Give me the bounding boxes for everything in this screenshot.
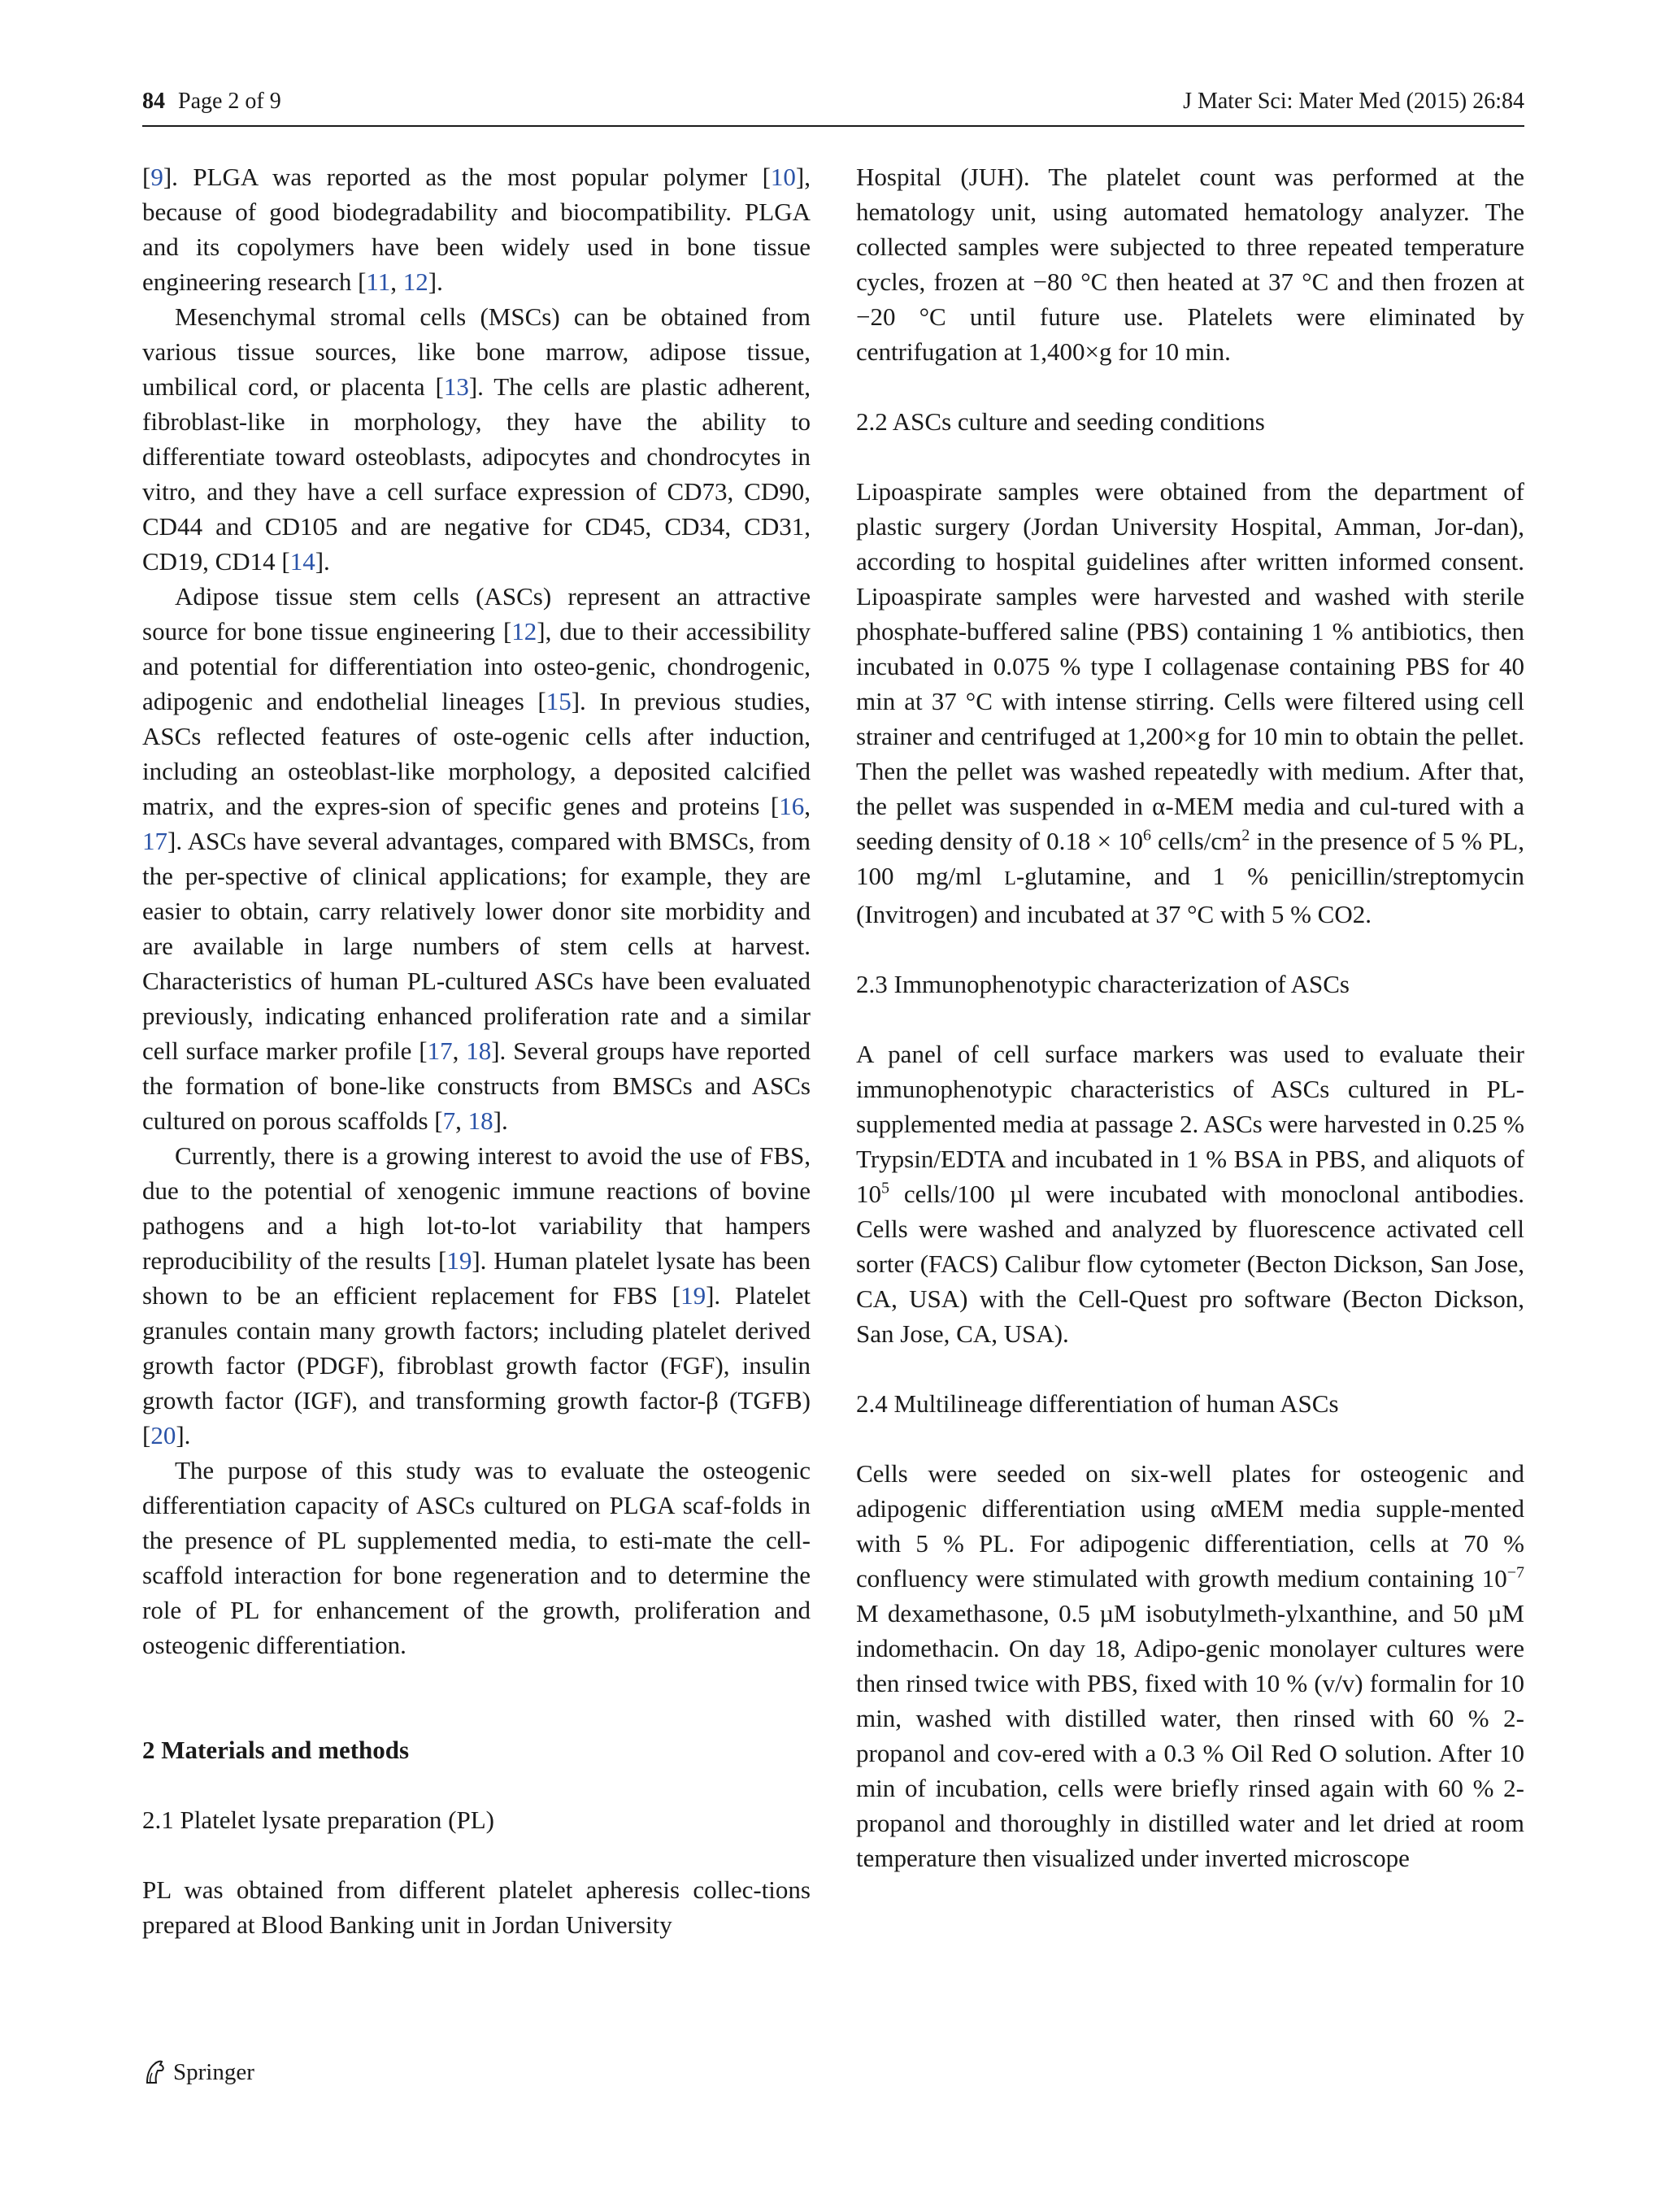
citation-link[interactable]: 18 (467, 1106, 493, 1135)
citation-link[interactable]: 19 (680, 1281, 706, 1310)
citation-link[interactable]: 17 (427, 1036, 453, 1065)
paragraph: Mesenchymal stromal cells (MSCs) can be obtained from various tissue sources, like bone marrow, adipose tissue, umbilical cord, or placenta [13]. The cells are plastic adherent, fibroblast-like in morphology, they have the ability to differentiate toward osteoblasts, adipocytes and chondrocytes in vitro, and they have a cell surface expression of CD73, CD90, CD44 and CD105 and are negative for CD45, CD34, CD31, CD19, CD14 [14]. (142, 302, 811, 576)
left-column (142, 159, 811, 1942)
paragraph: PL was obtained from different platelet apheresis collec-tions prepared at Blood Banking unit in Jordan University (142, 1875, 811, 1939)
citation-link[interactable]: 12 (402, 267, 428, 296)
citation-link[interactable]: 16 (779, 792, 805, 820)
citation-link[interactable]: 18 (466, 1036, 492, 1065)
page-of: Page 2 of 9 (178, 89, 281, 114)
citation-link[interactable]: 20 (150, 1421, 176, 1449)
subsection-heading: 2.2 ASCs culture and seeding conditions (856, 407, 1265, 436)
citation-link[interactable]: 17 (142, 827, 167, 855)
paragraph: A panel of cell surface markers was used to evaluate their immunophenotypic characteristics of ASCs cultured in PL-supplemented media at passage 2. ASCs were harvested in 0.25 % Trypsin/EDTA and incubated in 1 % BSA in PBS, and aliquots of $10^5$ cells/100 µl were incubated with monoclonal antibodies. Cells were washed and analyzed by fluorescence activated cell sorter (FACS) Calibur flow cytometer (Becton Dickson, San Jose, CA, USA) with the Cell-Quest pro software (Becton Dickson, San Jose, CA, USA). (856, 1040, 1524, 1348)
header-rule (142, 125, 1524, 127)
paragraph: Hospital (JUH). The platelet count was performed at the hematology unit, using automated hematology analyzer. The collected samples were subjected to three repeated temperature cycles, frozen at −80 °C then heated at 37 °C and then frozen at −20 °C until future use. Platelets were eliminated by centrifugation at 1,400×g for 10 min. (856, 163, 1524, 366)
paragraph: Adipose tissue stem cells (ASCs) represent an attractive source for bone tissue engineering [12], due to their accessibility and potential for differentiation into osteo-genic, chondrogenic, adipogenic and endothelial lineages [15]. In previous studies, ASCs reflected features of oste-ogenic cells after induction, including an osteoblast-like morphology, a deposited calcified matrix, and the expres-sion of specific genes and proteins [16, 17]. ASCs have several advantages, compared with BMSCs, from the per-spective of clinical applications; for example, they are easier to obtain, carry relatively lower donor site morbidity and are available in large numbers of stem cells at harvest. Characteristics of human PL-cultured ASCs have been evaluated previously, indicating enhanced proliferation rate and a similar cell surface marker profile [17, 18]. Several groups have reported the formation of bone-like constructs from BMSCs and ASCs cultured on porous scaffolds [7, 18]. (142, 582, 811, 1135)
citation-link[interactable]: 11 (366, 267, 391, 296)
paragraph: Cells were seeded on six-well plates for osteogenic and adipogenic differentiation using αMEM media supple-mented with 5 % PL. For adipogenic differentiation, cells at 70 % confluency were stimulated with growth medium containing $10^{-7}$ M dexamethasone, 0.5 µM isobutylmeth-ylxanthine, and 50 µM indomethacin. On day 18, Adipo-genic monolayer cultures were then rinsed twice with PBS, fixed with 10 % (v/v) formalin for 10 min, washed with distilled water, then rinsed with 60 % 2-propanol and cov-ered with a 0.3 % Oil Red O solution. After 10 min of incubation, cells were briefly rinsed again with 60 % 2-propanol and thoroughly in distilled water and let dried at room temperature then visualized under inverted microscope (856, 1459, 1524, 1872)
citation-link[interactable]: 15 (546, 687, 572, 715)
subsection-heading: 2.3 Immunophenotypic characterization of ASCs (856, 970, 1350, 998)
citation-link[interactable]: 12 (511, 617, 537, 645)
subsection-heading: 2.4 Multilineage differentiation of human ASCs (856, 1389, 1339, 1418)
citation-link[interactable]: 19 (446, 1246, 472, 1275)
paragraph: Lipoaspirate samples were obtained from the department of plastic surgery (Jordan University Hospital, Amman, Jor-dan), according to hospital guidelines after written informed consent. Lipoaspirate samples were harvested and washed with sterile phosphate-buffered saline (PBS) containing 1 % antibiotics, then incubated in 0.075 % type I collagenase containing PBS for 40 min at 37 °C with intense stirring. Cells were filtered using cell strainer and centrifuged at 1,200×g for 10 min to obtain the pellet. Then the pellet was washed repeatedly with medium. After that, the pellet was suspended in α-MEM media and cul-tured with a seeding density of $0.18 \times 10^6$ cells/$cm^2$ in the presence of 5 % PL, 100 mg/ml L-glutamine, and 1 % penicillin/streptomycin (Invitrogen) and incubated at 37 °C with 5 % CO2. (856, 477, 1524, 928)
header-left (142, 88, 281, 115)
page-number: 84 (142, 89, 165, 114)
paragraph: The purpose of this study was to evaluate the osteogenic differentiation capacity of ASCs cultured on PLGA scaf-folds in the presence of PL supplemented media, to esti-mate the cell-scaffold interaction for bone regeneration and to determine the role of PL for enhancement of the growth, proliferation and osteogenic differentiation. (142, 1456, 811, 1659)
citation-link[interactable]: 13 (443, 372, 469, 401)
paragraph: [9]. PLGA was reported as the most popular polymer [10], because of good biodegradability and biocompatibility. PLGA and its copolymers have been widely used in bone tissue engineering research [11, 12]. (142, 163, 811, 296)
citation-link[interactable]: 9 (150, 163, 163, 191)
right-column (856, 159, 1524, 1875)
section-heading: 2 Materials and methods (142, 1736, 410, 1764)
running-header (142, 88, 1524, 115)
subsection-heading: 2.1 Platelet lysate preparation (PL) (142, 1806, 495, 1834)
citation-link[interactable]: 14 (289, 547, 315, 576)
citation-link[interactable]: 10 (770, 163, 796, 191)
publisher-name: Springer (173, 2058, 254, 2085)
springer-horse-icon (142, 2058, 167, 2086)
footer (142, 2058, 254, 2086)
paragraph: Currently, there is a growing interest to avoid the use of FBS, due to the potential of xenogenic immune reactions of bovine pathogens and a high lot-to-lot variability that hampers reproducibility of the results [19]. Human platelet lysate has been shown to be an efficient replacement for FBS [19]. Platelet granules contain many growth factors; including platelet derived growth factor (PDGF), fibroblast growth factor (FGF), insulin growth factor (IGF), and transforming growth factor-β (TGFB) [20]. (142, 1141, 811, 1449)
journal-citation: J Mater Sci: Mater Med (2015) 26:84 (1183, 89, 1524, 114)
citation-link[interactable]: 7 (442, 1106, 456, 1135)
